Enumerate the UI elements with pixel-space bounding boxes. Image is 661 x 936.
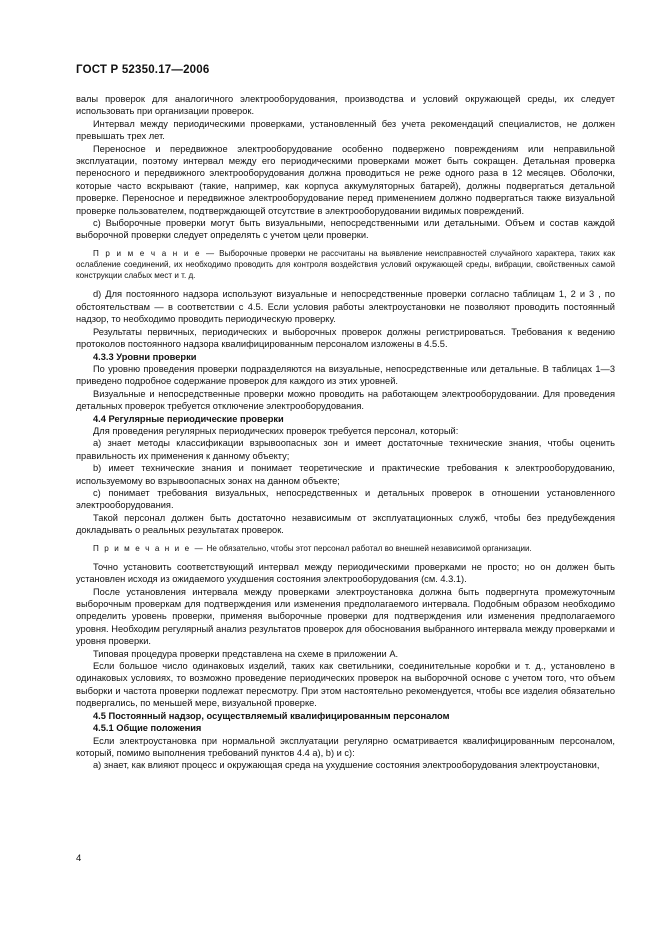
paragraph: Типовая процедура проверки представлена на схеме в приложении А.	[93, 648, 399, 659]
paragraph: Для проведения регулярных периодических проверок требуется персонал, который:	[93, 425, 459, 436]
section-heading: 4.3.3 Уровни проверки	[93, 351, 197, 362]
paragraph: Если электроустановка при нормальной эксплуатации регулярно осматривается квалифицированным персоналом, который, помимо выполнения требований пунктов 4.4 а), b) и с):	[76, 735, 615, 758]
note-label: П р и м е ч а н и е —	[93, 543, 205, 553]
section-heading: 4.5 Постоянный надзор, осуществляемый квалифицированным персоналом	[93, 710, 450, 721]
page-number: 4	[76, 853, 82, 864]
list-item: с) понимает требования визуальных, непосредственных и детальных проверок в отношении установленного электрооборудования.	[76, 487, 615, 511]
paragraph: валы проверок для аналогичного электрооборудования, производства и условий окружающей среды, их следует использовать при организации проверок.	[76, 94, 615, 117]
paragraph: Если большое число одинаковых изделий, таких как светильники, соединительные коробки и т. д., установлено в одинаковых условиях, то возможно проведение периодических проверок на выборочной основе с учетом того, что объем выборки и частота проверки подлежат пересмотру. При этом настоятельно рекомендуется, чтобы все изделия обязательно подвергались, по меньшей мере, визуальной проверке.	[76, 661, 615, 709]
note-label: П р и м е ч а н и е —	[93, 248, 216, 258]
note	[76, 248, 615, 282]
paragraph: Результаты первичных, периодических и выборочных проверок должны регистрироваться. Требования к ведению протоколов постоянного надзора квалифицированным персоналом изложены в 4.5.5.	[76, 326, 615, 350]
subsection-heading: 4.5.1 Общие положения	[93, 723, 202, 734]
note-text: Выборочные проверки не рассчитаны на выявление неисправностей случайного характера, таких как ослабление соединений, их необходимо проводить для контроля воздействия условий окружающей среды, вибрации, свойственных самой конструкции слабых мест и т. д.	[76, 248, 615, 281]
paragraph: После установления интервала между проверками электроустановка должна быть подвергнута промежуточным выборочным проверкам для подтверждения или изменения предполагаемого интервала. Подобным образом необходимо определить уровень проверки, применяя выборочные проверки для подтверждения или изменения предполагаемого уровня. Необходим регулярный анализ результатов проверок для обоснования выбранного интервала между проверками и уровня проверки.	[76, 586, 615, 647]
document-body	[76, 93, 615, 772]
note-text: Не обязательно, чтобы этот персонал работал во внешней независимой организации.	[204, 543, 532, 553]
list-item: а) знает, как влияют процесс и окружающая среда на ухудшение состояния электрооборудования электроустановки,	[93, 760, 600, 771]
paragraph: с) Выборочные проверки могут быть визуальными, непосредственными или детальными. Объем и состав каждой выборочной проверки следует определять с учетом цели проверки.	[76, 218, 615, 241]
paragraph: Точно установить соответствующий интервал между периодическими проверками не просто; но он должен быть установлен исходя из ожидаемого ухудшения состояния электрооборудования (см. 4.3.1).	[76, 561, 615, 585]
paragraph: Переносное и передвижное электрооборудование особенно подвержено повреждениям или неправильной эксплуатации, поэтому интервал между его периодическими проверками может быть сокращен. Детальная проверка переносного и передвижного электрооборудования должна проводиться не реже одного раза в 12 месяцев. Оболочки, которые часто вскрывают (такие, например, как корпуса аккумуляторных батарей), должны подвергаться детальной проверке. Переносное и передвижное электрооборудование перед применением должно подвергаться также визуальной проверке пользователем, подтверждающей отсутствие в электрооборудовании видимых повреждений.	[76, 143, 615, 216]
paragraph: Визуальные и непосредственные проверки можно проводить на работающем электрооборудовании. Для проведения детальных проверок требуется отключение электрооборудования.	[76, 388, 615, 412]
paragraph: По уровню проведения проверки подразделяются на визуальные, непосредственные или детальные. В таблицах 1—3 приведено подробное содержание проверок для каждого из этих уровней.	[76, 363, 615, 387]
document-header: ГОСТ Р 52350.17—2006	[76, 64, 210, 76]
note	[76, 543, 615, 554]
paragraph: d) Для постоянного надзора используют визуальные и непосредственные проверки согласно таблицам 1, 2 и 3 , по обстоятельствам — в соответствии с 4.5. Если условия работы электроустановки не позволяют проводить постоянный надзор, то необходимо проводить периодическую проверку.	[76, 289, 615, 325]
list-item: b) имеет технические знания и понимает теоретические и практические требования к электрооборудованию, используемому во взрывоопасных зонах на данном объекте;	[76, 463, 615, 486]
section-heading: 4.4 Регулярные периодические проверки	[93, 413, 284, 424]
paragraph: Такой персонал должен быть достаточно независимым от эксплуатационных служб, чтобы без предубеждения докладывать о реальных результатах проверок.	[76, 512, 615, 536]
paragraph: Интервал между периодическими проверками, установленный без учета рекомендаций специалистов, не должен превышать трех лет.	[76, 118, 615, 142]
list-item: а) знает методы классификации взрывоопасных зон и имеет достаточные технические знания, чтобы оценить правильность их применения к данному объекту;	[76, 438, 615, 461]
